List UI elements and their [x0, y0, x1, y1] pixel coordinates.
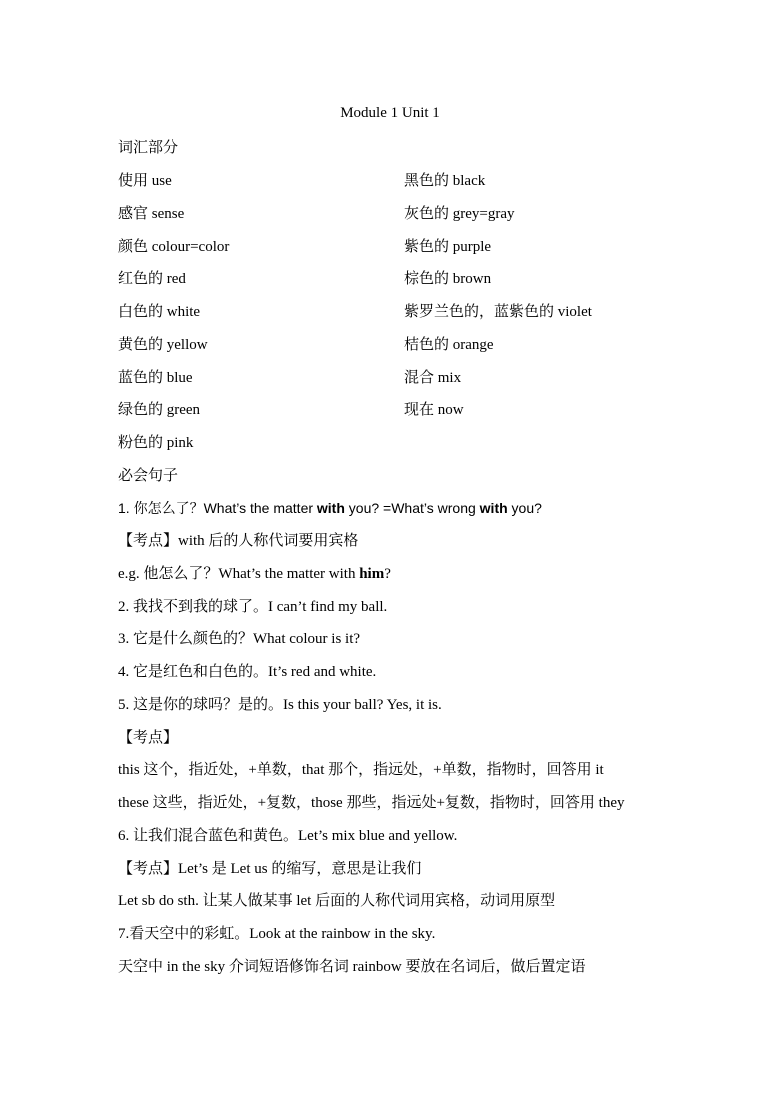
emphasis-text: with [316, 500, 345, 516]
vocab-item: 紫色的 purple [404, 239, 492, 255]
example-line [118, 564, 391, 584]
sentence-text: 1. 你怎么了？What’s the matter [118, 500, 317, 516]
vocab-item: 蓝色的 blue [118, 370, 193, 386]
sky-explanation: 天空中 in the sky 介词短语修饰名词 rainbow 要放在名词后，做后置定语 [118, 959, 586, 975]
emphasis-text: with [479, 500, 508, 516]
emphasis-text: him [359, 566, 385, 582]
sentence-7: 7.看天空中的彩虹。Look at the rainbow in the sky. [118, 926, 436, 942]
sentence-5: 5. 这是你的球吗？是的。Is this your ball? Yes, it is. [118, 697, 442, 713]
sentence-text: you? =What’s wrong [344, 500, 480, 516]
sentence-1 [118, 498, 542, 518]
sentences-heading: 必会句子 [118, 468, 179, 484]
sentence-2: 2. 我找不到我的球了。I can’t find my ball. [118, 599, 388, 615]
this-explanation: this 这个，指近处，+单数，that 那个，指远处，+单数，指物时，回答用 it [118, 762, 604, 778]
page-title: Module 1 Unit 1 [340, 105, 440, 121]
these-explanation: these 这些，指近处，+复数，those 那些，指远处+复数，指物时，回答用 they [118, 795, 625, 811]
sentence-text: you? [507, 500, 542, 516]
vocab-heading: 词汇部分 [118, 140, 179, 156]
vocab-item: 黄色的 yellow [118, 337, 208, 353]
vocab-item: 紫罗兰色的，蓝紫色的 violet [404, 304, 592, 320]
vocab-item: 白色的 white [118, 304, 201, 320]
note-1: 【考点】with 后的人称代词要用宾格 [118, 533, 359, 549]
example-text: e.g. 他怎么了？What’s the matter with [118, 566, 360, 582]
vocab-item: 桔色的 orange [404, 337, 494, 353]
vocab-item: 现在 now [404, 402, 464, 418]
sentence-6: 6. 让我们混合蓝色和黄色。Let’s mix blue and yellow. [118, 828, 458, 844]
note-3: 【考点】Let’s 是 Let us 的缩写，意思是让我们 [118, 861, 422, 877]
vocab-item: 使用 use [118, 173, 172, 189]
vocab-item: 黑色的 black [404, 173, 486, 189]
let-explanation: Let sb do sth. 让某人做某事 let 后面的人称代词用宾格，动词用原型 [118, 893, 556, 909]
example-text: ? [384, 566, 391, 582]
vocab-item: 感官 sense [118, 206, 185, 222]
vocab-item: 颜色 colour=color [118, 239, 230, 255]
vocab-item: 粉色的 pink [118, 435, 194, 451]
vocab-item: 红色的 red [118, 271, 186, 287]
vocab-item: 灰色的 grey=gray [404, 206, 515, 222]
note-2: 【考点】 [118, 730, 179, 746]
sentence-4: 4. 它是红色和白色的。It’s red and white. [118, 664, 377, 680]
sentence-3: 3. 它是什么颜色的？What colour is it? [118, 631, 361, 647]
vocab-item: 混合 mix [404, 370, 462, 386]
vocab-item: 棕色的 brown [404, 271, 492, 287]
vocab-item: 绿色的 green [118, 402, 201, 418]
